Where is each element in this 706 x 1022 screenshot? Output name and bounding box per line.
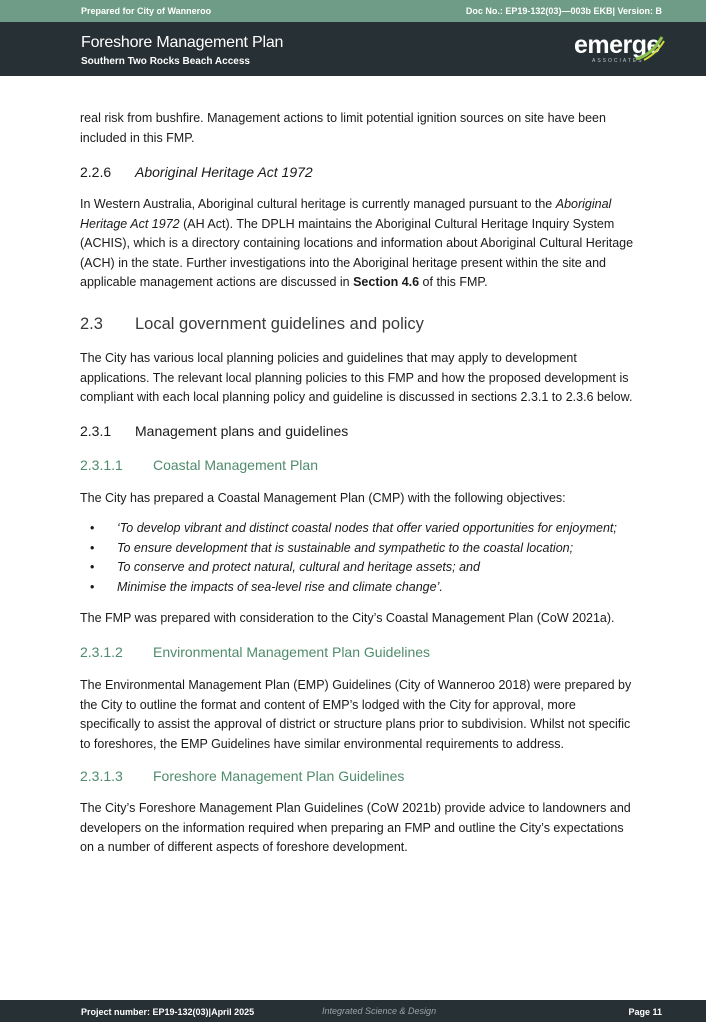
page-header bbox=[0, 22, 706, 76]
logo-swoosh-icon bbox=[630, 33, 666, 63]
top-info-bar bbox=[0, 0, 706, 22]
fmp-guidelines-paragraph: The City’s Foreshore Management Plan Guidelines (CoW 2021b) provide advice to landowners and developers on the information required when preparing an FMP and outline the City’s expectations on a number of different aspects of foreshore development. bbox=[80, 801, 631, 854]
document-title: Foreshore Management Plan bbox=[81, 34, 284, 51]
emp-guidelines-paragraph: The Environmental Management Plan (EMP) Guidelines (City of Wanneroo 2018) were prepared by the City to outline the format and content of EMP’s lodged with the City for approval, more specifically to assist the approval of district or structure plans prior to subdivision. Whilst not specific to foreshores, the EMP Guidelines have similar environmental requirements to address. bbox=[80, 678, 632, 751]
document-subtitle: Southern Two Rocks Beach Access bbox=[81, 56, 250, 67]
list-item: • To ensure development that is sustainable and sympathetic to the coastal location; bbox=[90, 540, 574, 555]
prepared-for: Prepared for City of Wanneroo bbox=[81, 6, 212, 16]
project-number: Project number: EP19-132(03)|April 2025 bbox=[81, 1007, 255, 1017]
list-item: • Minimise the impacts of sea-level rise and climate change’. bbox=[90, 579, 443, 594]
cmp-intro-paragraph: The City has prepared a Coastal Management Plan (CMP) with the following objectives: bbox=[80, 491, 566, 505]
aboriginal-heritage-paragraph: In Western Australia, Aboriginal cultural heritage is currently managed pursuant to the Aboriginal Heritage Act 1972 (AH Act). The DPLH maintains the Aboriginal Cultural Heritage Inquiry System (ACHIS), which is a directory containing locations and information about Aboriginal Cultural Heritage (ACH) in the state. Further investigations into the Aboriginal heritage present within the site and applicable management actions are discussed in Section 4.6 of this FMP. bbox=[80, 197, 634, 289]
emerge-logo bbox=[574, 33, 666, 67]
page-number: Page 11 bbox=[628, 1007, 662, 1017]
list-item: • ‘To develop vibrant and distinct coastal nodes that offer varied opportunities for enjoyment; bbox=[90, 521, 617, 535]
intro-paragraph: real risk from bushfire. Management actions to limit potential ignition sources on site have been included in this FMP. bbox=[80, 111, 606, 145]
logo-sub: ASSOCIATES bbox=[592, 58, 644, 64]
cmp-objectives-list bbox=[80, 519, 664, 597]
page-footer bbox=[0, 1000, 706, 1022]
logo-word: emerge bbox=[574, 31, 660, 59]
local-government-paragraph: The City has various local planning policies and guidelines that may apply to development applications. The relevant local planning policies to this FMP and how the proposed development is compliant with each local planning policy and guideline is discussed in sections 2.3.1 to 2.3.6 below. bbox=[80, 351, 633, 404]
cmp-after-paragraph: The FMP was prepared with consideration to the City’s Coastal Management Plan (CoW 2021a). bbox=[80, 611, 615, 625]
list-item: • To conserve and protect natural, cultural and heritage assets; and bbox=[90, 560, 480, 574]
doc-number: Doc No.: EP19-132(03)—003b EKB| Version: B bbox=[465, 6, 662, 16]
footer-tagline: Integrated Science & Design bbox=[322, 1006, 437, 1016]
